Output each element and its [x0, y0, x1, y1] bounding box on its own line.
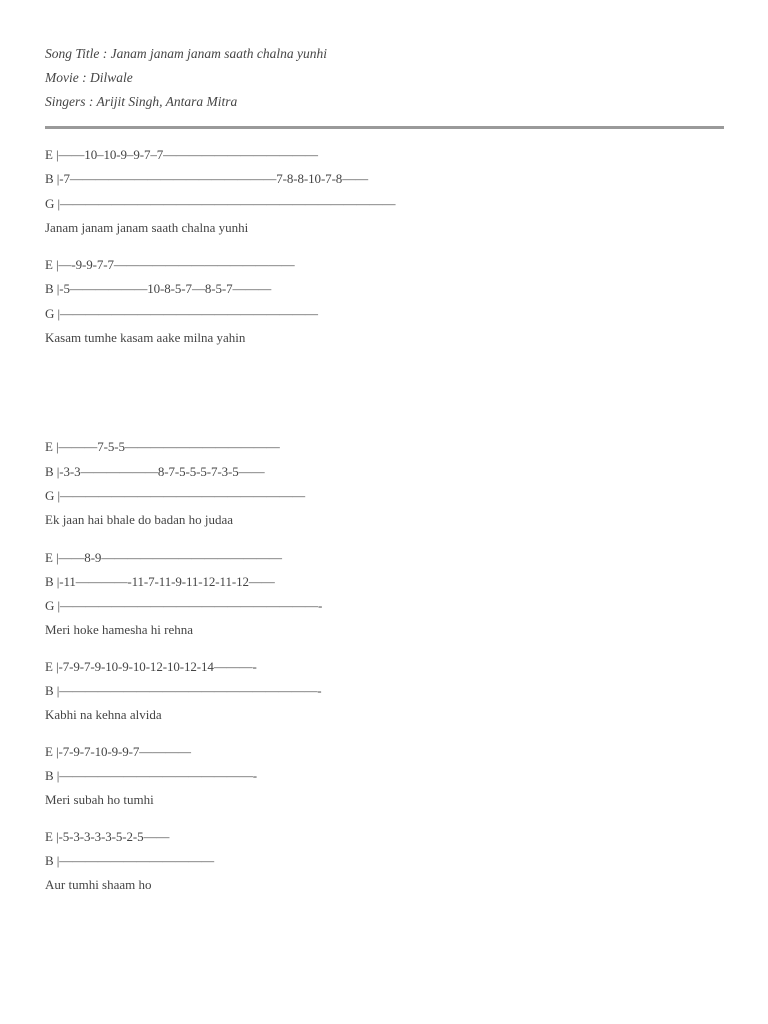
tab-block [45, 825, 745, 898]
tab-line-g: G |—————————————————————————— [45, 195, 396, 211]
tab-line-e: E |———7-5-5———————————— [45, 439, 280, 455]
lyric-line: Janam janam janam saath chalna yunhi [45, 219, 249, 235]
tab-block [45, 655, 745, 728]
tab-line-g: G |————————————————————- [45, 598, 323, 614]
tab-line-b: B |———————————— [45, 852, 215, 868]
tab-block [45, 435, 745, 532]
tab-line-b: B |———————————————- [45, 767, 257, 783]
song-title: Song Title : Janam janam janam saath chalna yunhi [45, 46, 327, 61]
song-header [45, 42, 327, 114]
lyric-line: Kabhi na kehna alvida [45, 707, 162, 723]
tab-line-e: E |-7-9-7-9-10-9-10-12-10-12-14———- [45, 658, 257, 674]
tab-line-g: G |———————————————————— [45, 305, 318, 321]
lyric-line: Ek jaan hai bhale do badan ho judaa [45, 512, 234, 528]
tab-block [45, 143, 745, 240]
lyric-line: Meri hoke hamesha hi rehna [45, 622, 194, 638]
tab-block [45, 546, 745, 643]
tab-line-e: E |—-9-9-7-7—————————————— [45, 257, 295, 273]
tab-line-g: G |——————————————————— [45, 487, 306, 503]
tab-line-e: E |——10–10-9–9-7–7———————————— [45, 147, 318, 162]
tab-block [45, 253, 745, 350]
tab-block [45, 740, 745, 813]
tab-line-b: B |-7————————————————7-8-8-10-7-8—— [45, 171, 368, 187]
tab-line-e: E |——8-9—————————————— [45, 549, 282, 565]
tab-content [45, 143, 745, 897]
header-divider [45, 126, 724, 129]
tab-line-e: E |-7-9-7-10-9-9-7———— [45, 743, 191, 759]
tab-line-b: B |-5——————10-8-5-7—8-5-7——— [45, 281, 272, 297]
tab-line-e: E |-5-3-3-3-3-5-2-5—— [45, 828, 170, 844]
movie-name: Movie : Dilwale [45, 70, 133, 85]
lyric-line: Aur tumhi shaam ho [45, 877, 152, 893]
tab-line-b: B |-11————-11-7-11-9-11-12-11-12—— [45, 573, 275, 589]
lyric-line: Kasam tumhe kasam aake milna yahin [45, 330, 246, 346]
singers: Singers : Arijit Singh, Antara Mitra [45, 94, 238, 109]
tab-line-b: B |-3-3——————8-7-5-5-5-7-3-5—— [45, 463, 265, 479]
lyric-line: Meri subah ho tumhi [45, 792, 154, 808]
tab-line-b: B |————————————————————- [45, 683, 322, 699]
